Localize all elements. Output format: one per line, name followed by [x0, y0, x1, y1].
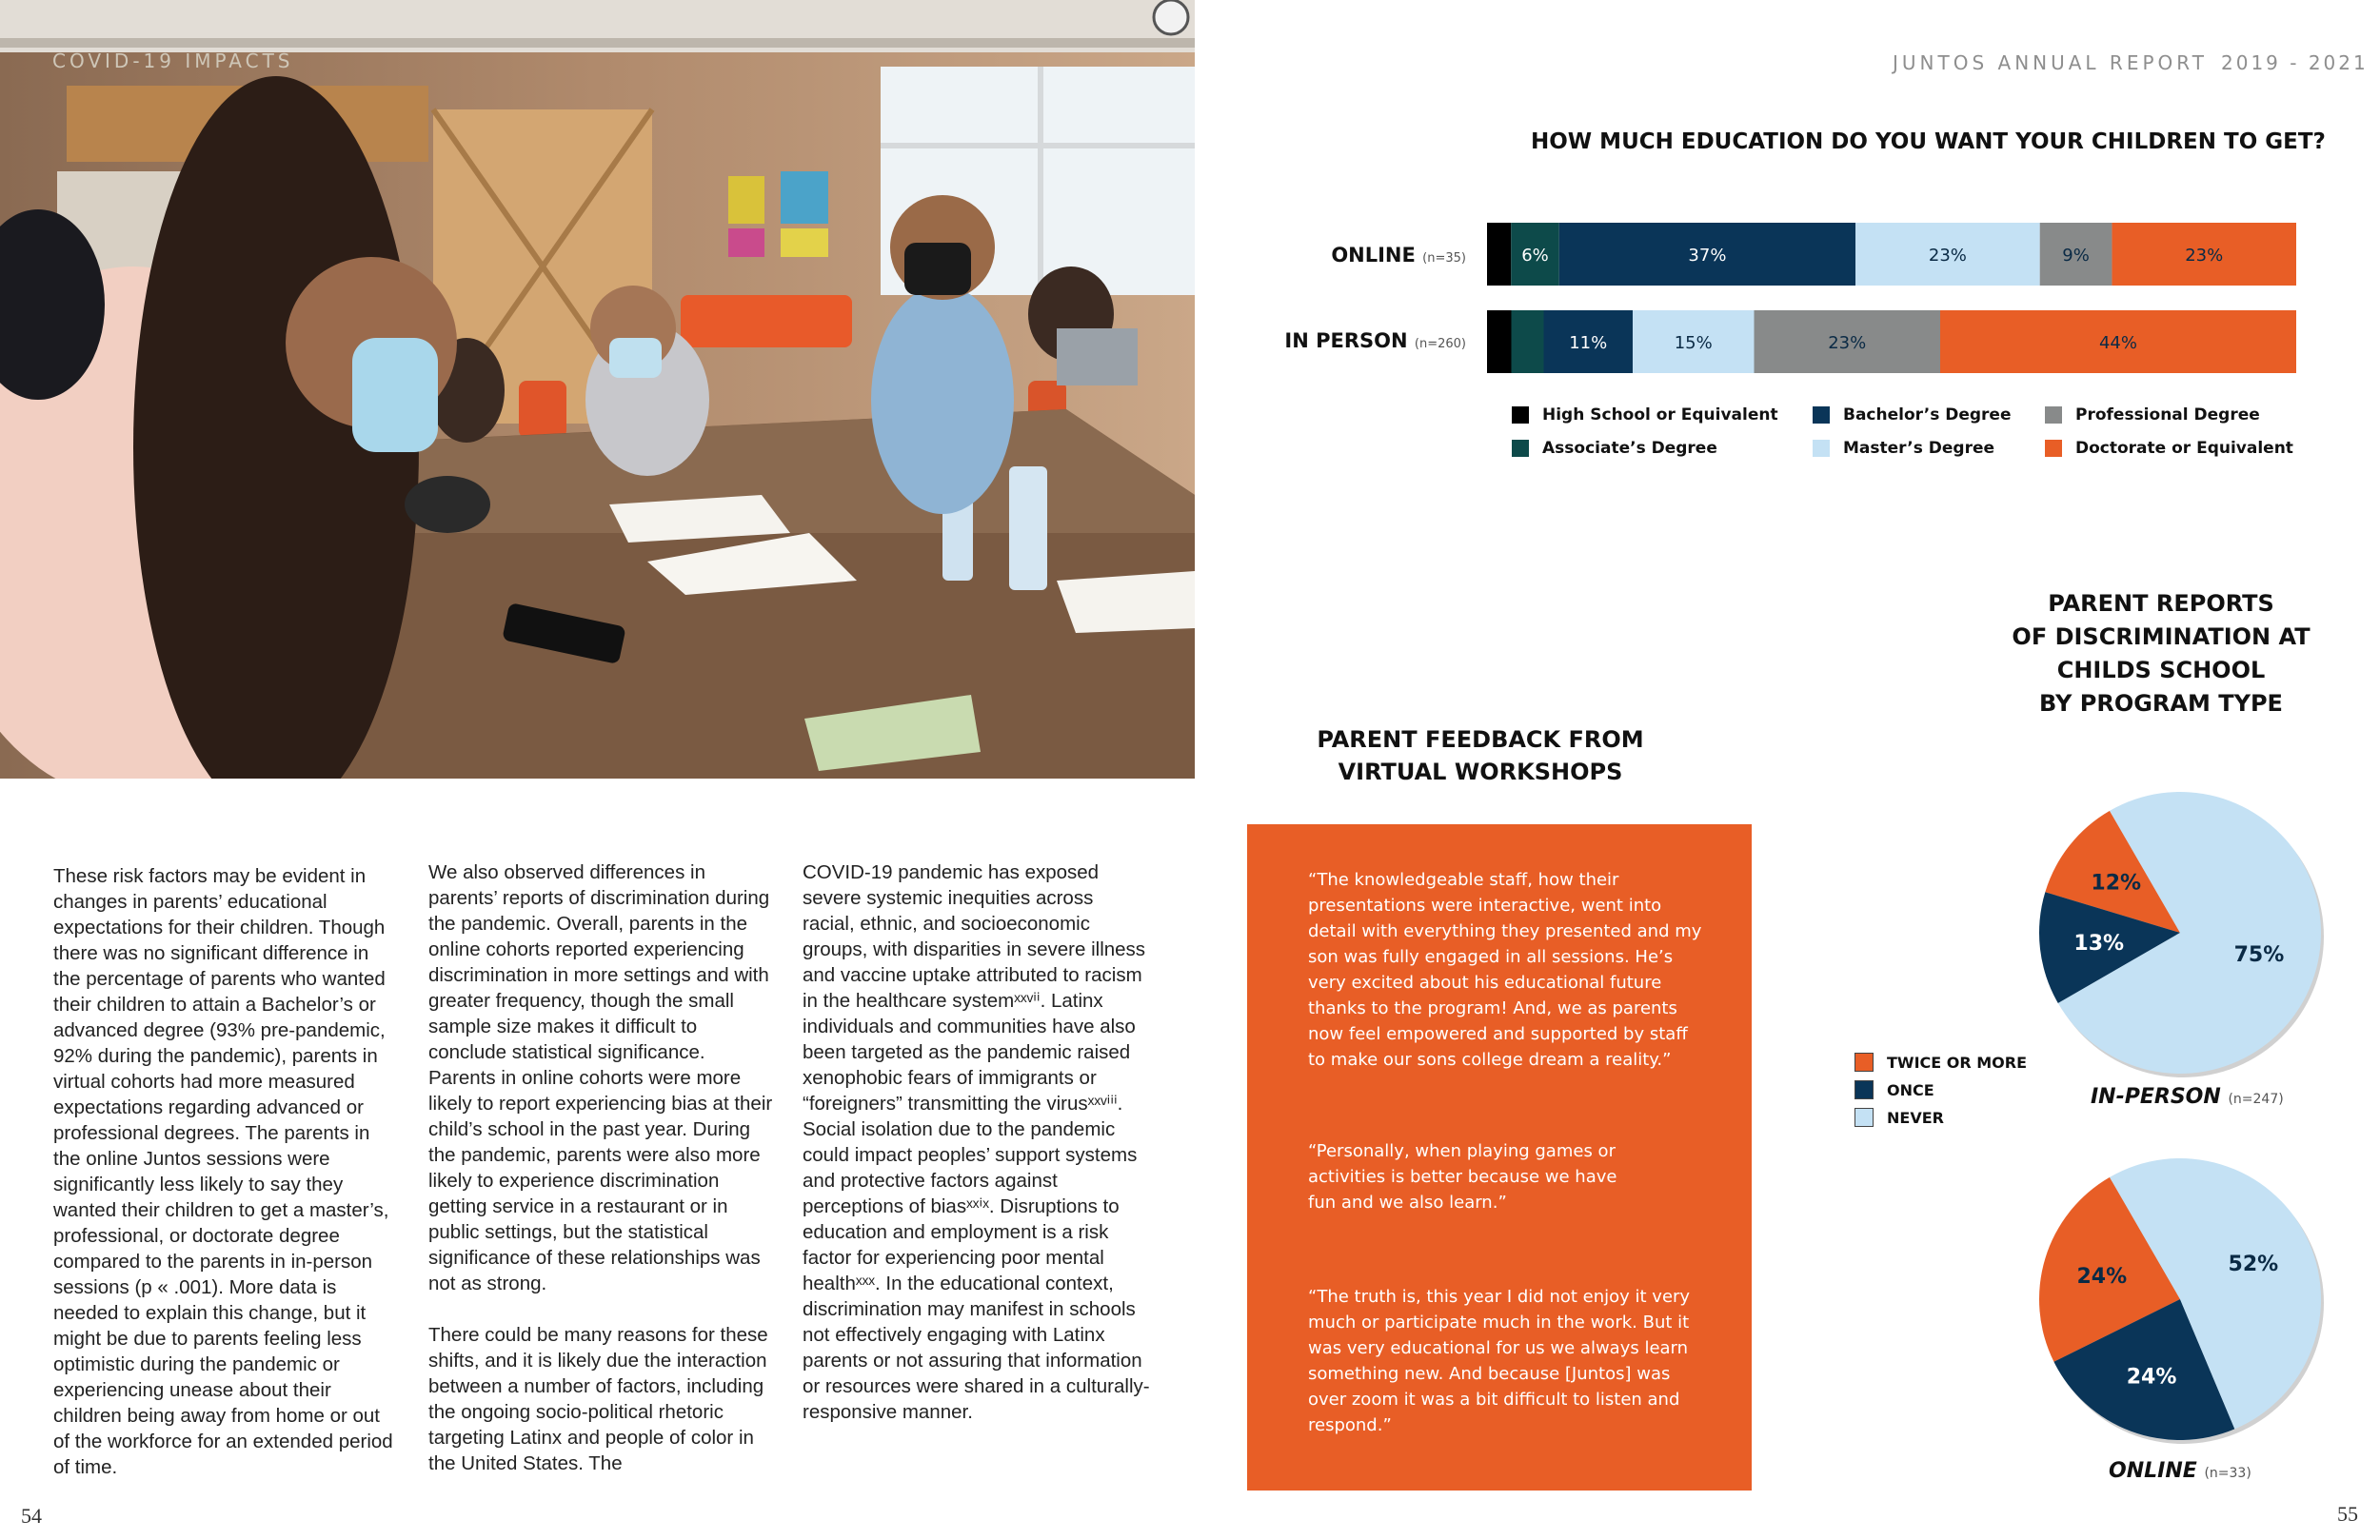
- bar-segment: [1487, 310, 1512, 373]
- page-number-left: 54: [21, 1504, 42, 1528]
- legend-label: Professional Degree: [2075, 405, 2260, 424]
- legend-item: [2045, 439, 2293, 458]
- feedback-quote-1: “The knowledgeable staff, how their presentations were interactive, went into detail with everything they presented and my son was fully engaged in all sessions. He’s very excited about his educational future thanks to the program! And, we as parents now feel empowered and supported by staff to make our sons college dream a reality.”: [1308, 870, 1702, 1070]
- classroom-photo-illustration: [0, 0, 1195, 779]
- legend-swatch: [1813, 440, 1830, 457]
- legend-label: Master’s Degree: [1843, 439, 1995, 458]
- pie-data-label: 24%: [2126, 1365, 2177, 1390]
- pie-data-label: 13%: [2073, 931, 2125, 956]
- bar-row-label-online: [1200, 244, 1466, 267]
- body-paragraph: These risk factors may be evident in changes in parents’ educational expectations for their children. Though there was no significant difference in the percentage of parents who wanted their children to attain a Bachelor’s or advanced degree (93% pre-pandemic, 92% during the pandemic), parents in virtual cohorts had more measured expectations regarding advanced or professional degrees. The parents in the online Juntos sessions were significantly less likely to say they wanted their children to get a master’s, professional, or doctorate degree compared to the parents in in-person sessions (p « .001). More data is needed to explain this change, but it might be due to parents feeling less optimistic during the pandemic or experiencing unease about their children being away from home or out of the workforce for an extended period of time.: [53, 865, 393, 1478]
- bar-data-label: 6%: [1521, 246, 1549, 266]
- body-paragraph: There could be many reasons for these shifts, and it is likely due the interaction between a number of factors, including the ongoing socio-political rhetoric targeting Latinx and people of color in the United States. The: [428, 1324, 768, 1474]
- legend-label: Doctorate or Equivalent: [2075, 439, 2293, 458]
- legend-item: [2045, 405, 2260, 424]
- bar-row-name: IN PERSON: [1284, 329, 1408, 352]
- report-title: JUNTOS ANNUAL REPORT: [1893, 51, 2208, 74]
- pie-chart-in-person: [2018, 771, 2342, 1095]
- legend-item: [1512, 439, 1717, 458]
- pie-title-line: CHILDS SCHOOL: [2056, 657, 2266, 683]
- legend-swatch: [1512, 440, 1529, 457]
- bar-data-label: 44%: [2098, 333, 2138, 353]
- pie-legend-item: [1854, 1108, 1944, 1127]
- pie-n: (n=247): [2228, 1092, 2284, 1107]
- body-column-3: [803, 859, 1150, 1425]
- report-years: 2019 - 2021: [2221, 51, 2369, 74]
- bar-segment: [1487, 223, 1511, 286]
- pie-data-label: 12%: [2091, 871, 2142, 896]
- pie-n: (n=33): [2204, 1466, 2251, 1481]
- bar-row-name: ONLINE: [1331, 244, 1416, 267]
- body-paragraph: We also observed differences in parents’ reports of discrimination during the pandemic. Overall, parents in the online cohorts reported experiencing discrimination in more settings and with greater frequency, though the small sample size makes it difficult to conclude statistical significance. Parents in online cohorts were more likely to report experiencing bias at their child’s school in the past year. During the pandemic, parents were also more likely to experience discrimination getting service in a restaurant or in public settings, but the statistical significance of these relationships was not as strong.: [428, 861, 773, 1294]
- bar-data-label: 23%: [1828, 333, 1867, 353]
- legend-swatch: [1854, 1080, 1874, 1099]
- bar-row-label-in-person: [1200, 329, 1466, 352]
- legend-swatch: [1813, 406, 1830, 424]
- legend-swatch: [2045, 406, 2062, 424]
- bar-segment: [1512, 310, 1544, 373]
- pie-label-in-person: [2091, 1085, 2284, 1109]
- bar-row-n: (n=35): [1422, 251, 1466, 266]
- stacked-bar-chart: [1487, 221, 2296, 378]
- pie-legend-item: [1854, 1053, 2027, 1072]
- feedback-title-line: PARENT FEEDBACK FROM: [1317, 726, 1644, 753]
- legend-swatch: [1512, 406, 1529, 424]
- legend-item: [1512, 405, 1778, 424]
- pie-title-line: PARENT REPORTS: [2048, 590, 2274, 617]
- feedback-quote-2: “Personally, when playing games or activities is better because we have fun and we also learn.”: [1308, 1141, 1617, 1213]
- bar-data-label: 15%: [1674, 333, 1713, 353]
- bar-data-label: 23%: [2185, 246, 2224, 266]
- legend-label: ONCE: [1887, 1080, 1934, 1099]
- pie-chart-online: [2018, 1137, 2342, 1461]
- legend-swatch: [1854, 1053, 1874, 1072]
- pie-title-line: BY PROGRAM TYPE: [2039, 690, 2283, 717]
- bar-chart-legend: [1512, 405, 2292, 463]
- pie-name: ONLINE: [2109, 1459, 2197, 1483]
- pie-chart-legend: [1854, 1053, 2083, 1138]
- pie-title-line: OF DISCRIMINATION AT: [2012, 623, 2311, 650]
- feedback-title: [1314, 723, 1647, 788]
- pie-data-label: 24%: [2076, 1265, 2128, 1290]
- bar-row-n: (n=260): [1414, 337, 1466, 351]
- legend-item: [1813, 405, 2012, 424]
- pie-legend-item: [1854, 1080, 1934, 1099]
- bar-data-label: 37%: [1688, 246, 1727, 266]
- classroom-photo: [0, 0, 1195, 779]
- legend-label: Bachelor’s Degree: [1843, 405, 2012, 424]
- legend-swatch: [2045, 440, 2062, 457]
- legend-label: High School or Equivalent: [1542, 405, 1778, 424]
- bar-data-label: 11%: [1569, 333, 1608, 353]
- page-number-right: 55: [2337, 1502, 2358, 1526]
- legend-item: [1813, 439, 1994, 458]
- bar-data-label: 9%: [2062, 246, 2090, 266]
- legend-label: NEVER: [1887, 1108, 1944, 1127]
- body-column-2: [428, 859, 776, 1476]
- bar-chart-title: HOW MUCH EDUCATION DO YOU WANT YOUR CHILDREN TO GET?: [1531, 129, 2326, 154]
- feedback-title-line: VIRTUAL WORKSHOPS: [1338, 759, 1623, 785]
- pie-label-online: [2109, 1459, 2251, 1483]
- bar-data-label: 23%: [1928, 246, 1967, 266]
- pie-name: IN-PERSON: [2091, 1085, 2221, 1109]
- pie-chart-title: [1990, 587, 2332, 721]
- legend-swatch: [1854, 1108, 1874, 1127]
- feedback-box: [1247, 824, 1752, 1491]
- body-column-1: [53, 863, 396, 1480]
- legend-label: Associate’s Degree: [1542, 439, 1717, 458]
- section-label: COVID-19 IMPACTS: [52, 49, 294, 72]
- pie-data-label: 75%: [2233, 943, 2285, 968]
- legend-label: TWICE OR MORE: [1887, 1053, 2028, 1072]
- pie-data-label: 52%: [2228, 1252, 2279, 1276]
- feedback-quote-3: “The truth is, this year I did not enjoy it very much or participate much in the work. But it was very educational for us we always learn something new. And because [Juntos] was over zoom it was a bit difficult to listen and respond.”: [1308, 1287, 1691, 1435]
- body-paragraph: COVID-19 pandemic has exposed severe systemic inequities across racial, ethnic, and socioeconomic groups, with disparities in severe illness and vaccine uptake attributed to racism in the healthcare systemˣˣᵛⁱⁱ. Latinx individuals and communities have also been targeted as the pandemic raised xenophobic fears of immigrants or “foreigners” transmitting the virusˣˣᵛⁱⁱⁱ. Social isolation due to the pandemic could impact peoples’ support systems and protective factors against perceptions of biasˣˣⁱˣ. Disruptions to education and employment is a risk factor for experiencing poor mental healthˣˣˣ. In the educational context, discrimination may manifest in schools not effectively engaging with Latinx parents or not assuring that information or resources were shared in a culturally-responsive manner.: [803, 861, 1150, 1423]
